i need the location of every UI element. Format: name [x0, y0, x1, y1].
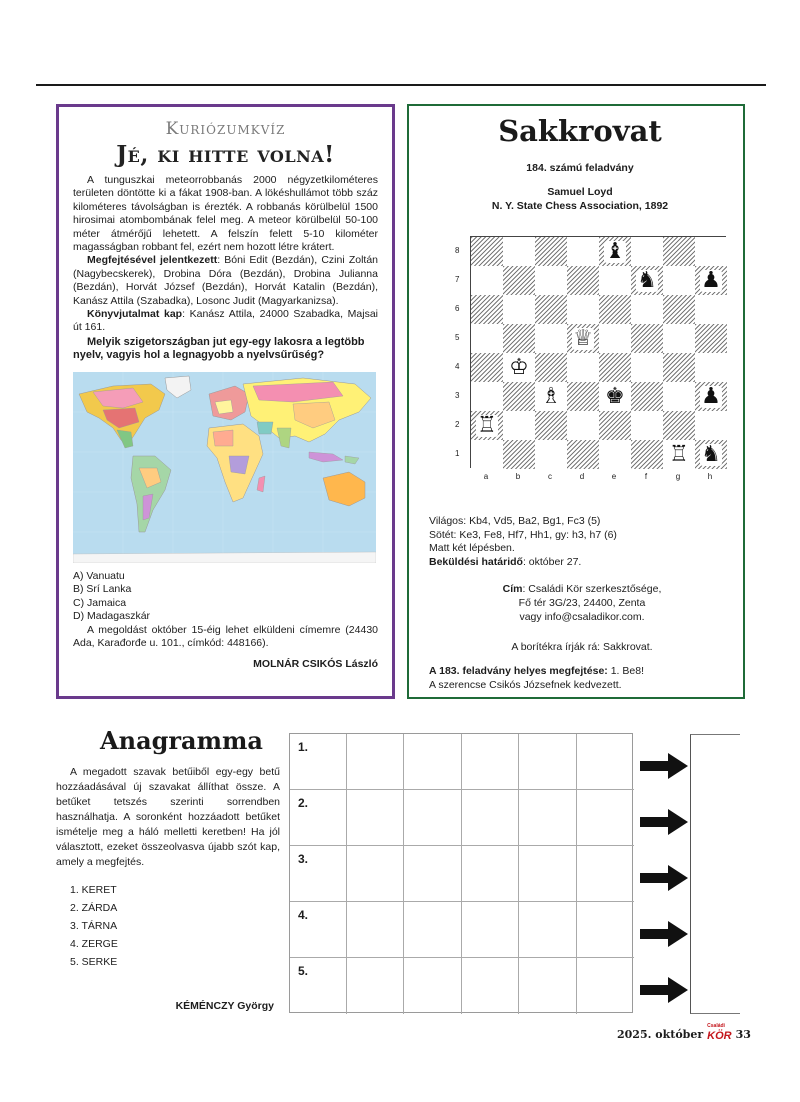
board-square-g2 — [663, 411, 695, 440]
grid-letter-cell[interactable] — [347, 734, 404, 790]
board-square-h1 — [695, 440, 727, 469]
board-square-h6 — [695, 295, 727, 324]
grid-row-number-cell: 1. — [290, 734, 347, 790]
chess-box — [407, 104, 745, 699]
quiz-option: B) Srí Lanka — [73, 583, 132, 596]
world-map-image — [73, 372, 376, 563]
rank-labels — [455, 236, 459, 468]
board-square-a3 — [471, 382, 503, 411]
grid-letter-cell[interactable] — [404, 846, 461, 902]
grid-letter-cell[interactable] — [577, 958, 634, 1014]
quiz-solvers — [73, 254, 378, 308]
rank-label: 5 — [455, 333, 460, 342]
black-pawn-h3-icon: ♟ — [701, 383, 721, 409]
board-square-a4 — [471, 353, 503, 382]
file-label: b — [515, 472, 521, 481]
quiz-prize — [73, 308, 378, 335]
chess-task: Matt két lépésben. — [429, 542, 515, 555]
quiz-solvers-list: : Bóni Edit (Bezdán), Czini Zoltán (Nagybecskerek), Drobina Dóra (Bezdán), Drobina Julianna (Bezdán), Horvát József (Bezdán), Horvát Katalin (Bezdán), Kanász Attila (Szabadka), Losonc Judit (Magyarkanizsa). — [73, 254, 379, 307]
page-number: 33 — [735, 1027, 751, 1041]
grid-letter-cell[interactable] — [404, 790, 461, 846]
rank-label: 2 — [455, 420, 460, 429]
file-label: e — [611, 472, 617, 481]
board-square-a7 — [471, 266, 503, 295]
chess-envelope-note: A borítékra írják rá: Sakkrovat. — [511, 641, 653, 653]
grid-letter-cell[interactable] — [519, 790, 576, 846]
board-square-a2 — [471, 411, 503, 440]
world-map-svg — [73, 372, 376, 563]
grid-letter-cell[interactable] — [519, 902, 576, 958]
file-label: h — [707, 472, 713, 481]
board-square-c3 — [535, 382, 567, 411]
chess-address-2: Fő tér 3G/23, 24400, Zenta — [518, 597, 646, 609]
arrow-right-icon — [640, 809, 688, 835]
chess-problem-number: 184. számú feladvány — [526, 162, 634, 174]
board-square-b2 — [503, 411, 535, 440]
board-square-d5 — [567, 324, 599, 353]
grid-letter-cell[interactable] — [462, 902, 519, 958]
board-square-h4 — [695, 353, 727, 382]
file-label: a — [483, 472, 489, 481]
file-label: d — [579, 472, 585, 481]
board-square-a1 — [471, 440, 503, 469]
black-knight-f7-icon: ♞ — [637, 267, 657, 293]
grid-letter-cell[interactable] — [519, 958, 576, 1014]
chess-diagram — [447, 232, 727, 502]
quiz-prize-winner: : Kanász Attila, 24000 Szabadka, Majsai út 161. — [73, 308, 378, 334]
board-square-f4 — [631, 353, 663, 382]
chess-composer: Samuel Loyd — [547, 186, 613, 198]
grid-row-number-cell: 5. — [290, 958, 347, 1014]
board-square-h8 — [695, 237, 727, 266]
magazine-logo — [707, 1023, 732, 1042]
black-king-e3-icon: ♚ — [605, 383, 625, 409]
quiz-title: Jé, ki hitte volna! — [116, 141, 335, 168]
logo-small-text: Családi — [707, 1023, 725, 1029]
black-knight-h1-icon: ♞ — [701, 441, 721, 467]
chess-black-pieces: Sötét: Ke3, Fe8, Hf7, Hh1, gy: h3, h7 (6) — [429, 528, 617, 541]
quiz-option: C) Jamaica — [73, 596, 127, 609]
quiz-options — [73, 570, 378, 624]
white-queen-d5-icon: ♕ — [573, 325, 593, 351]
board-square-d3 — [567, 382, 599, 411]
quiz-intro: A tunguszkai meteorrobbanás 2000 négyzetkilométeres területen döntötte ki a fákat 1908-ban. A lökéshullámot több száz kilométeres távolságban is érezték. A robbanás körülbelül 1500 hirosimai atombombának felel meg. A meteor körülbelül 50-100 méter átmérőjű lehetett. A felszín felett 5-10 kilométer magasságban robbant fel, ezért nem hozott létre krátert. — [73, 174, 378, 254]
board-square-g4 — [663, 353, 695, 382]
board-square-b3 — [503, 382, 535, 411]
arrow-right-icon — [640, 753, 688, 779]
board-square-d1 — [567, 440, 599, 469]
grid-letter-cell[interactable] — [347, 846, 404, 902]
arrow-right-icon — [640, 865, 688, 891]
anagram-grid — [289, 733, 633, 1013]
grid-letter-cell[interactable] — [577, 790, 634, 846]
board-square-c4 — [535, 353, 567, 382]
board-square-e7 — [599, 266, 631, 295]
board-square-a6 — [471, 295, 503, 324]
footer-date: 2025. október — [617, 1027, 704, 1041]
quiz-solvers-label: Megfejtésével jelentkezett — [87, 254, 218, 267]
board-square-f7 — [631, 266, 663, 295]
anagram-answer-column[interactable] — [690, 734, 740, 1014]
grid-letter-cell[interactable] — [404, 958, 461, 1014]
board-square-g8 — [663, 237, 695, 266]
grid-letter-cell[interactable] — [462, 958, 519, 1014]
grid-letter-cell[interactable] — [577, 902, 634, 958]
black-pawn-h7-icon: ♟ — [701, 267, 721, 293]
grid-letter-cell[interactable] — [462, 790, 519, 846]
anagram-word: 4. ZERGE — [70, 938, 118, 950]
rank-label: 1 — [455, 449, 460, 458]
white-rook-a2-icon: ♖ — [477, 412, 497, 438]
board-square-d8 — [567, 237, 599, 266]
file-labels — [470, 472, 726, 481]
chess-solution-label: A 183. feladvány helyes megfejtése: — [429, 665, 608, 677]
grid-letter-cell[interactable] — [347, 902, 404, 958]
chess-deadline-value: : október 27. — [522, 555, 582, 568]
rank-label: 4 — [455, 362, 460, 371]
chess-solution-line — [429, 664, 735, 678]
chess-address-1: : Családi Kör szerkesztősége, — [522, 583, 662, 595]
rank-label: 6 — [455, 304, 460, 313]
board-square-b8 — [503, 237, 535, 266]
board-square-f2 — [631, 411, 663, 440]
chess-solution-move: 1. Be8! — [607, 665, 644, 677]
grid-letter-cell[interactable] — [519, 846, 576, 902]
chess-board — [470, 236, 726, 468]
board-square-e6 — [599, 295, 631, 324]
chess-position-info — [429, 515, 735, 569]
board-square-c2 — [535, 411, 567, 440]
arrow-right-icon — [640, 977, 688, 1003]
grid-row-number-cell: 2. — [290, 790, 347, 846]
chess-address-label: Cím — [502, 583, 523, 595]
grid-letter-cell[interactable] — [577, 734, 634, 790]
white-rook-g1-icon: ♖ — [669, 441, 689, 467]
board-square-f1 — [631, 440, 663, 469]
board-square-b1 — [503, 440, 535, 469]
quiz-option: D) Madagaszkár — [73, 610, 151, 623]
black-bishop-e8-icon: ♝ — [605, 238, 625, 264]
board-square-h2 — [695, 411, 727, 440]
board-square-b6 — [503, 295, 535, 324]
chess-address-line — [429, 582, 735, 596]
anagram-word: 1. KERET — [70, 884, 117, 896]
rank-label: 8 — [455, 246, 460, 255]
chess-address-3: vagy info@csaladikor.com. — [519, 611, 645, 623]
board-square-h7 — [695, 266, 727, 295]
board-square-c8 — [535, 237, 567, 266]
rank-label: 7 — [455, 275, 460, 284]
board-square-g7 — [663, 266, 695, 295]
board-square-d4 — [567, 353, 599, 382]
anagram-author: KÉMÉNCZY György — [175, 1000, 274, 1012]
board-square-a5 — [471, 324, 503, 353]
quiz-question: Melyik szigetországban jut egy-egy lakosra a legtöbb nyelv, vagyis hol a legnagyobb a nyelvsűrűség? — [73, 335, 365, 362]
board-square-d7 — [567, 266, 599, 295]
quiz-box — [56, 104, 395, 699]
board-square-c7 — [535, 266, 567, 295]
grid-letter-cell[interactable] — [462, 734, 519, 790]
anagram-title: Anagramma — [100, 726, 263, 755]
grid-letter-cell[interactable] — [462, 846, 519, 902]
grid-letter-cell[interactable] — [404, 902, 461, 958]
anagram-word: 3. TÁRNA — [70, 920, 118, 932]
grid-letter-cell[interactable] — [577, 846, 634, 902]
chess-title: Sakkrovat — [498, 114, 662, 148]
arrow-right-icon — [640, 921, 688, 947]
board-square-e1 — [599, 440, 631, 469]
chess-white-pieces: Világos: Kb4, Vd5, Ba2, Bg1, Fc3 (5) — [429, 515, 601, 527]
anagram-instructions: A megadott szavak betűiből egy-egy betű hozzáadásával új szavakat állíthat össze. A betűket tetszés szerinti sorrendben használhatja. A soronként hozzáadott betűket ismételje meg a háló melletti keretben! Ha jól választott, ezeket összeolvasva újabb szót kap, amely a megfejtés. — [56, 766, 280, 868]
grid-row-number-cell: 3. — [290, 846, 347, 902]
board-square-g3 — [663, 382, 695, 411]
board-square-h3 — [695, 382, 727, 411]
quiz-section-label: Kuriózumkvíz — [165, 119, 286, 139]
board-square-e8 — [599, 237, 631, 266]
board-square-g1 — [663, 440, 695, 469]
white-king-b4-icon: ♔ — [509, 354, 529, 380]
file-label: g — [675, 472, 681, 481]
board-square-g6 — [663, 295, 695, 324]
board-square-f8 — [631, 237, 663, 266]
grid-letter-cell[interactable] — [519, 734, 576, 790]
logo-text: KÖR — [707, 1030, 732, 1042]
chess-winner: A szerencse Csikós Józsefnek kedvezett. — [429, 679, 622, 691]
grid-letter-cell[interactable] — [347, 790, 404, 846]
anagram-arrows — [640, 743, 690, 1023]
grid-letter-cell[interactable] — [404, 734, 461, 790]
quiz-text — [73, 174, 378, 335]
anagram-word: 5. SERKE — [70, 956, 118, 968]
quiz-option: A) Vanuatu — [73, 570, 125, 583]
quiz-author: MOLNÁR CSIKÓS László — [253, 657, 378, 670]
chess-source: N. Y. State Chess Association, 1892 — [491, 200, 669, 212]
rank-label: 3 — [455, 391, 460, 400]
board-square-e5 — [599, 324, 631, 353]
board-square-e2 — [599, 411, 631, 440]
anagram-word: 2. ZÁRDA — [70, 902, 118, 914]
board-square-e4 — [599, 353, 631, 382]
chess-deadline-label: Beküldési határidő — [429, 555, 523, 568]
board-square-d2 — [567, 411, 599, 440]
file-label: c — [548, 472, 552, 481]
board-square-d6 — [567, 295, 599, 324]
board-square-c1 — [535, 440, 567, 469]
board-square-h5 — [695, 324, 727, 353]
chess-solution — [429, 664, 735, 692]
chess-address — [429, 582, 735, 624]
board-square-b4 — [503, 353, 535, 382]
board-square-b5 — [503, 324, 535, 353]
board-square-f3 — [631, 382, 663, 411]
board-square-c5 — [535, 324, 567, 353]
board-square-g5 — [663, 324, 695, 353]
board-square-c6 — [535, 295, 567, 324]
board-square-a8 — [471, 237, 503, 266]
page-footer — [617, 1023, 751, 1042]
quiz-prize-label: Könyvjutalmat kap — [87, 308, 183, 321]
white-bishop-c3-icon: ♗ — [541, 383, 561, 409]
grid-row-number-cell: 4. — [290, 902, 347, 958]
top-rule — [36, 84, 766, 86]
chess-deadline — [429, 556, 735, 570]
anagram-word-list — [70, 881, 118, 971]
quiz-deadline: A megoldást október 15-éig lehet elküldeni címemre (24430 Ada, Karađorđe u. 101., címkód: 448166). — [73, 623, 378, 650]
board-square-f5 — [631, 324, 663, 353]
board-square-e3 — [599, 382, 631, 411]
board-square-b7 — [503, 266, 535, 295]
file-label: f — [644, 472, 648, 481]
board-square-f6 — [631, 295, 663, 324]
grid-letter-cell[interactable] — [347, 958, 404, 1014]
